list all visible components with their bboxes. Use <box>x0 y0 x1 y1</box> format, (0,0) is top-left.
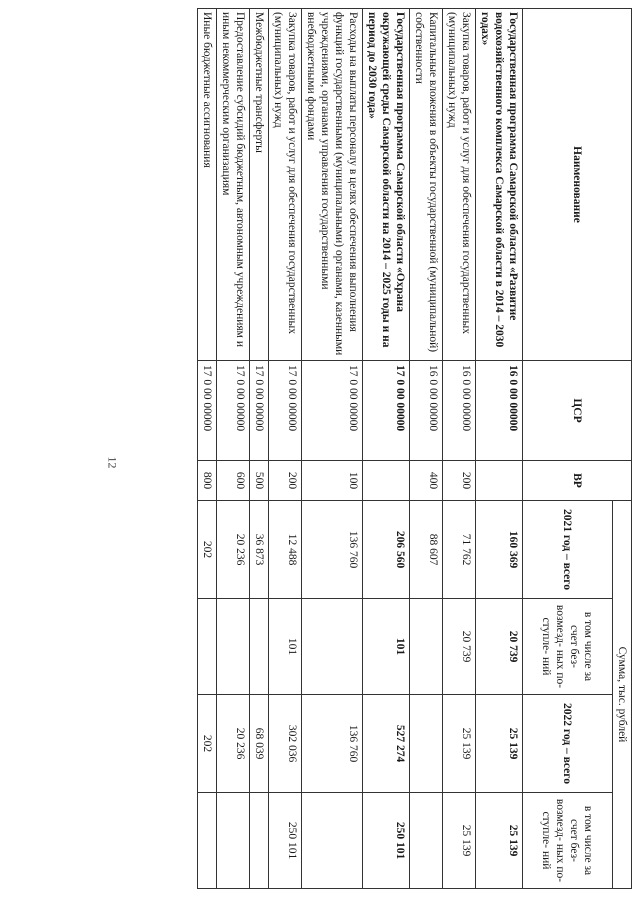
row-total-2022: 20 236 <box>217 695 250 793</box>
row-csr: 16 0 00 00000 <box>410 361 443 461</box>
row-name: Предоставление субсидий бюджетным, автономным учреждениям и иным некоммерческим организациям <box>217 9 250 361</box>
table-row <box>198 9 217 889</box>
header-incl-2022: в том числе за счет без- возмезд- ных по- ступле- ний <box>523 793 613 889</box>
row-vr: 200 <box>443 461 476 501</box>
row-vr: 400 <box>410 461 443 501</box>
row-name: Закупка товаров, работ и услуг для обеспечения государственных (муниципальных) нужд <box>443 9 476 361</box>
budget-table <box>197 8 632 889</box>
row-csr: 17 0 00 00000 <box>250 361 269 461</box>
row-incl-2021 <box>198 599 217 695</box>
row-total-2021: 160 369 <box>476 501 523 599</box>
rotated-table-container <box>192 8 632 888</box>
row-vr: 100 <box>302 461 363 501</box>
row-total-2022: 25 139 <box>443 695 476 793</box>
row-total-2022: 25 139 <box>476 695 523 793</box>
row-incl-2022 <box>198 793 217 889</box>
row-name: Межбюджетные трансферты <box>250 9 269 361</box>
row-vr: 800 <box>198 461 217 501</box>
row-name: Государственная программа Самарской области «Охрана окружающей среды Самарской области на 2014 – 2025 годы и на период до 2030 года» <box>363 9 410 361</box>
row-incl-2021 <box>302 599 363 695</box>
row-incl-2021 <box>410 599 443 695</box>
row-total-2022: 302 036 <box>269 695 302 793</box>
row-incl-2021 <box>217 599 250 695</box>
header-sum-group: Сумма, тыс. рублей <box>613 501 632 889</box>
row-incl-2022: 25 139 <box>476 793 523 889</box>
row-total-2022: 202 <box>198 695 217 793</box>
row-incl-2022: 250 101 <box>363 793 410 889</box>
table-row <box>269 9 302 889</box>
row-total-2021: 71 762 <box>443 501 476 599</box>
row-total-2021: 202 <box>198 501 217 599</box>
row-total-2021: 20 236 <box>217 501 250 599</box>
header-incl-2021: в том числе за счет без- возмезд- ных по- ступле- ний <box>523 599 613 695</box>
row-total-2022: 136 760 <box>302 695 363 793</box>
row-incl-2022 <box>302 793 363 889</box>
row-total-2021: 136 760 <box>302 501 363 599</box>
row-incl-2021: 20 739 <box>443 599 476 695</box>
row-csr: 17 0 00 00000 <box>363 361 410 461</box>
row-total-2021: 206 560 <box>363 501 410 599</box>
table-row <box>476 9 523 889</box>
row-vr: 500 <box>250 461 269 501</box>
header-total-2021: 2021 год – всего <box>523 501 613 599</box>
row-total-2021: 12 488 <box>269 501 302 599</box>
row-csr: 16 0 00 00000 <box>443 361 476 461</box>
table-row <box>302 9 363 889</box>
row-vr: 200 <box>269 461 302 501</box>
header-csr: ЦСР <box>523 361 632 461</box>
row-incl-2021: 20 739 <box>476 599 523 695</box>
row-incl-2021 <box>250 599 269 695</box>
row-incl-2022: 250 101 <box>269 793 302 889</box>
row-total-2022: 527 274 <box>363 695 410 793</box>
row-name: Закупка товаров, работ и услуг для обеспечения государственных (муниципальных) нужд <box>269 9 302 361</box>
row-csr: 17 0 00 00000 <box>269 361 302 461</box>
row-incl-2022 <box>217 793 250 889</box>
row-vr: 600 <box>217 461 250 501</box>
row-incl-2021: 101 <box>363 599 410 695</box>
row-name: Расходы на выплаты персоналу в целях обеспечения выполнения функций государственными (муниципальными) органами, казенными учреждениями, органами управления государственными внебюджетными фондами <box>302 9 363 361</box>
row-total-2022: 68 039 <box>250 695 269 793</box>
row-name: Государственная программа Самарской области «Развитие водохозяйственного комплекса Самарской области в 2014 – 2030 годах» <box>476 9 523 361</box>
row-total-2021: 88 607 <box>410 501 443 599</box>
row-csr: 17 0 00 00000 <box>302 361 363 461</box>
row-incl-2022 <box>250 793 269 889</box>
table-row <box>217 9 250 889</box>
row-csr: 17 0 00 00000 <box>217 361 250 461</box>
row-csr: 17 0 00 00000 <box>198 361 217 461</box>
header-name: Наименование <box>523 9 632 361</box>
row-incl-2021: 101 <box>269 599 302 695</box>
row-name: Иные бюджетные ассигнования <box>198 9 217 361</box>
row-vr <box>476 461 523 501</box>
row-name: Капитальные вложения в объекты государственной (муниципальной) собственности <box>410 9 443 361</box>
row-total-2022 <box>410 695 443 793</box>
page-number: 12 <box>105 456 120 469</box>
row-incl-2022 <box>410 793 443 889</box>
table-row <box>410 9 443 889</box>
header-total-2022: 2022 год – всего <box>523 695 613 793</box>
table-row <box>250 9 269 889</box>
row-csr: 16 0 00 00000 <box>476 361 523 461</box>
header-vr: ВР <box>523 461 632 501</box>
row-total-2021: 36 873 <box>250 501 269 599</box>
row-vr <box>363 461 410 501</box>
table-row <box>363 9 410 889</box>
table-row <box>443 9 476 889</box>
row-incl-2022: 25 139 <box>443 793 476 889</box>
